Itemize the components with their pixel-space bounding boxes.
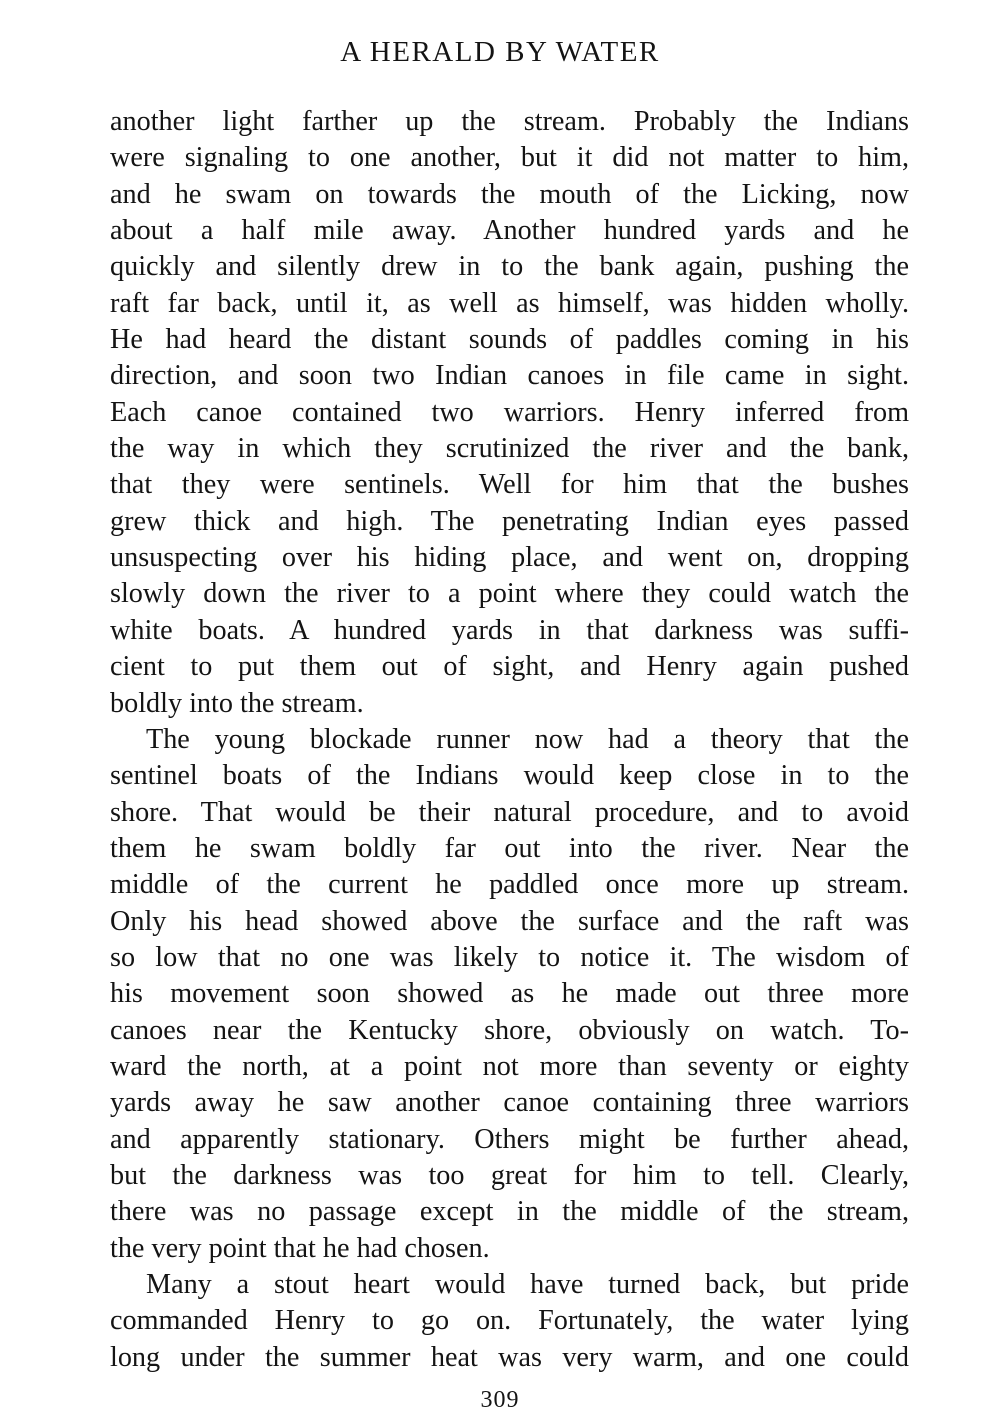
text-line: sentinel boats of the Indians would keep close in to the	[110, 760, 909, 792]
text-line: grew thick and high. The penetrating Indian eyes passed	[110, 505, 909, 537]
text-line: about a half mile away. Another hundred yards and he	[110, 215, 909, 247]
text-line: canoes near the Kentucky shore, obviously on watch. To-	[110, 1014, 909, 1046]
text-line: ward the north, at a point not more than seventy or eighty	[110, 1050, 909, 1082]
paragraph	[110, 1267, 909, 1376]
text-line: long under the summer heat was very warm, and one could	[110, 1341, 909, 1373]
text-line: boldly into the stream.	[110, 687, 364, 719]
text-line: the very point that he had chosen.	[110, 1232, 490, 1264]
text-line: Each canoe contained two warriors. Henry inferred from	[110, 396, 909, 428]
text-line: but the darkness was too great for him to tell. Clearly,	[110, 1159, 909, 1191]
text-line: yards away he saw another canoe containing three warriors	[110, 1087, 909, 1119]
text-line: slowly down the river to a point where they could watch the	[110, 578, 909, 610]
text-line: his movement soon showed as he made out three more	[110, 978, 909, 1010]
body-text	[110, 104, 909, 1376]
text-line: and apparently stationary. Others might be further ahead,	[110, 1123, 909, 1155]
text-line: He had heard the distant sounds of paddles coming in his	[110, 324, 909, 356]
text-line: shore. That would be their natural procedure, and to avoid	[110, 796, 909, 828]
text-line: quickly and silently drew in to the bank again, pushing the	[110, 251, 909, 283]
text-line: Only his head showed above the surface and the raft was	[110, 905, 909, 937]
page-number: 309	[480, 1387, 520, 1413]
text-line: and he swam on towards the mouth of the Licking, now	[110, 178, 909, 210]
text-line: were signaling to one another, but it did not matter to him,	[110, 142, 909, 174]
text-line: direction, and soon two Indian canoes in file came in sight.	[110, 360, 909, 392]
text-line: another light farther up the stream. Probably the Indians	[110, 106, 909, 137]
text-line: commanded Henry to go on. Fortunately, the water lying	[110, 1305, 909, 1337]
running-head: A HERALD BY WATER	[340, 36, 660, 68]
text-line: middle of the current he paddled once more up stream.	[110, 869, 909, 901]
text-line: so low that no one was likely to notice it. The wisdom of	[110, 941, 909, 973]
text-line: The young blockade runner now had a theory that the	[146, 723, 909, 755]
text-line: Many a stout heart would have turned back, but pride	[146, 1269, 909, 1300]
text-line: white boats. A hundred yards in that darkness was suffi-	[110, 614, 909, 646]
text-line: unsuspecting over his hiding place, and went on, dropping	[110, 542, 909, 574]
text-line: there was no passage except in the middle of the stream,	[110, 1196, 909, 1228]
text-line: that they were sentinels. Well for him that the bushes	[110, 469, 909, 501]
text-line: raft far back, until it, as well as himself, was hidden wholly.	[110, 287, 909, 319]
text-line: them he swam boldly far out into the river. Near the	[110, 832, 909, 864]
paragraph	[110, 722, 909, 1267]
text-line: cient to put them out of sight, and Henry again pushed	[110, 651, 909, 683]
paragraph	[110, 104, 909, 722]
text-line: the way in which they scrutinized the river and the bank,	[110, 433, 909, 465]
